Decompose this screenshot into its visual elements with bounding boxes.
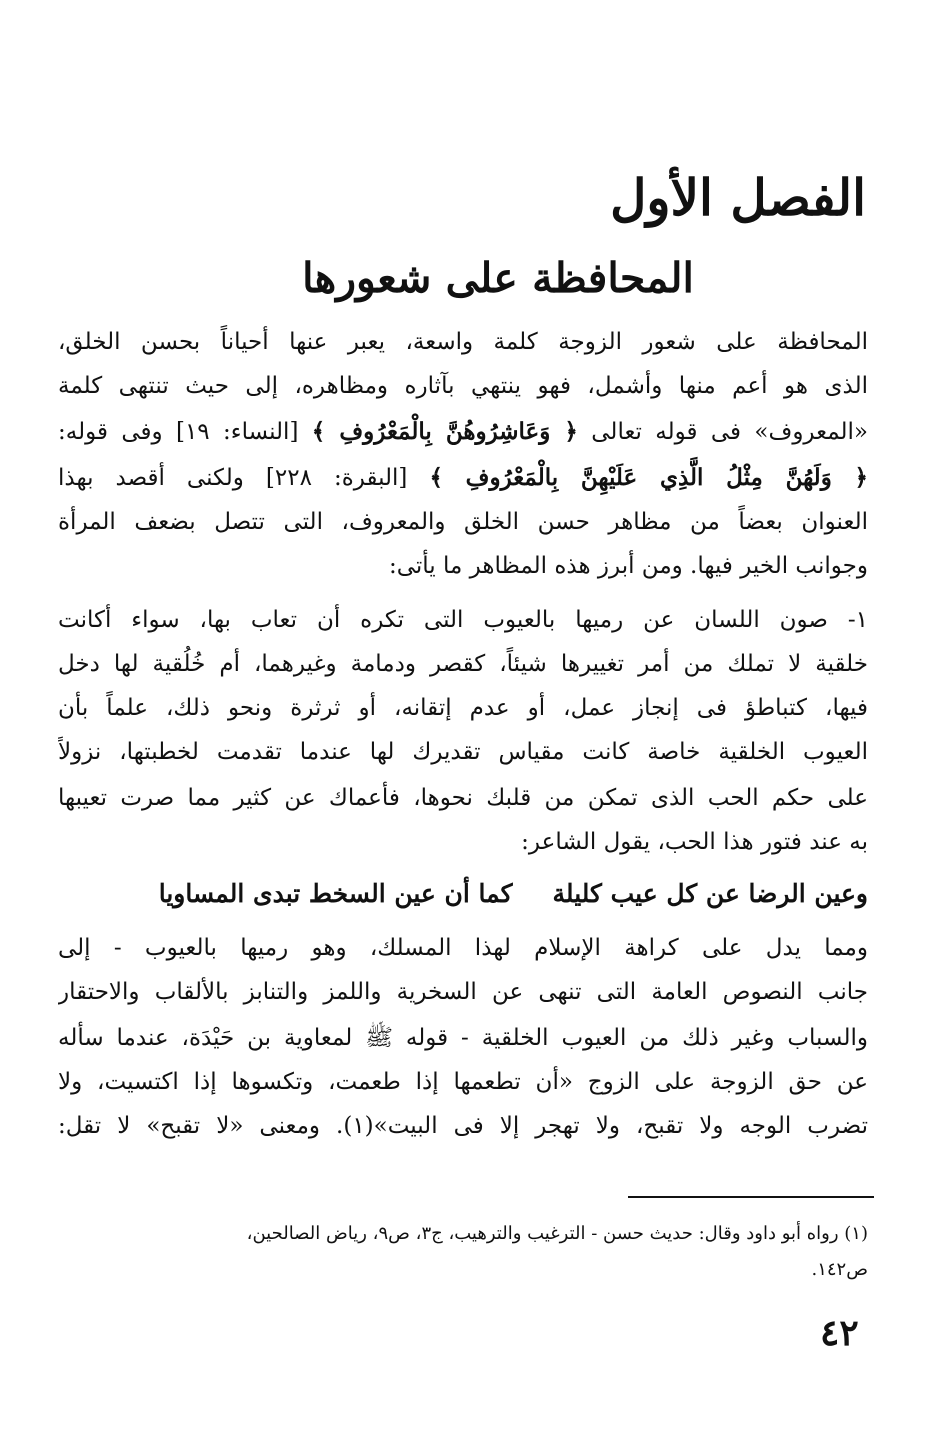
body-line	[58, 966, 868, 1018]
section-title: المحافظة على شعورها	[302, 254, 694, 302]
line-text: «المعروف» فى قوله تعالى	[577, 419, 868, 445]
footnote-divider	[628, 1196, 874, 1198]
body-line	[58, 406, 868, 458]
body-line	[58, 726, 868, 778]
line-text: [النساء: ١٩] وفى قوله:	[58, 419, 312, 445]
line-text: ١- صون اللسان عن رميها بالعيوب التى تكره أن تعاب بها، سواء أكانت	[58, 607, 868, 633]
line-text: عن حق الزوجة على الزوج «أن تطعمها إذا طعمت، وتكسوها إذا اكتسيت، ولا	[58, 1069, 868, 1095]
line-text: فيها، كتباطؤ فى إنجاز عمل، أو عدم إتقانه، أو ثرثرة ونحو ذلك، علماً بأن	[58, 695, 868, 721]
line-text: تضرب الوجه ولا تقبح، ولا تهجر إلا فى البيت»(١). ومعنى «لا تقبح» لا تقل:	[58, 1113, 868, 1139]
poem-verse	[58, 868, 868, 920]
line-text: المحافظة على شعور الزوجة كلمة واسعة، يعبر عنها أحياناً بحسن الخلق،	[58, 329, 868, 355]
poem-second-hemistich: كما أن عين السخط تبدى المساويا	[158, 879, 513, 908]
line-text: العيوب الخلقية خاصة كانت مقياس تقديرك لها عندما تقدمت لخطبتها، نزولاً	[58, 739, 868, 765]
line-text: [البقرة: ٢٢٨] ولكنى أقصد بهذا	[58, 465, 430, 491]
line-text: الذى هو أعم منها وأشمل، فهو ينتهي بآثاره ومظاهره، إلى حيث تنتهى كلمة	[58, 373, 868, 399]
line-text: على حكم الحب الذى تمكن من قلبك نحوها، فأعماك عن كثير مما صرت تعيبها	[58, 785, 868, 811]
line-text: العنوان بعضاً من مظاهر حسن الخلق والمعروف، التى تتصل بضعف المرأة	[58, 509, 868, 535]
footnote-line: ص١٤٢.	[811, 1259, 868, 1280]
chapter-title: الفصل الأول	[610, 168, 866, 227]
body-line	[58, 816, 868, 868]
quran-verse: ﴿ وَلَهُنَّ مِثْلُ الَّذِي عَلَيْهِنَّ بِالْمَعْرُوفِ ﴾	[429, 464, 868, 491]
poem-first-hemistich: وعين الرضا عن كل عيب كليلة	[552, 879, 868, 908]
body-line	[58, 360, 868, 412]
body-line	[58, 1100, 868, 1152]
line-text: وجوانب الخير فيها. ومن أبرز هذه المظاهر ما يأتى:	[388, 553, 868, 579]
line-text: والسباب وغير ذلك من العيوب الخلقية - قوله ﷺ لمعاوية بن حَيْدَة، عندما سأله	[58, 1025, 868, 1051]
line-text: جانب النصوص العامة التى تنهى عن السخرية واللمز والتنابز بالألقاب والاحتقار	[58, 979, 868, 1005]
body-line	[58, 540, 868, 592]
line-text: ومما يدل على كراهة الإسلام لهذا المسلك، وهو رميها بالعيوب - إلى	[58, 935, 868, 961]
line-text: خلقية لا تملك من أمر تغييرها شيئاً، كقصر ودمامة وغيرهما، أم خُلُقية لها دخل	[58, 651, 868, 677]
line-text: به عند فتور هذا الحب، يقول الشاعر:	[521, 829, 868, 855]
page-number: ٤٢	[820, 1312, 859, 1354]
quran-verse: ﴿ وَعَاشِرُوهُنَّ بِالْمَعْرُوفِ ﴾	[311, 418, 578, 445]
footnote-line: (١) رواه أبو داود وقال: حديث حسن - الترغيب والترهيب، ج٣، ص٩، رياض الصالحين،	[246, 1223, 868, 1244]
